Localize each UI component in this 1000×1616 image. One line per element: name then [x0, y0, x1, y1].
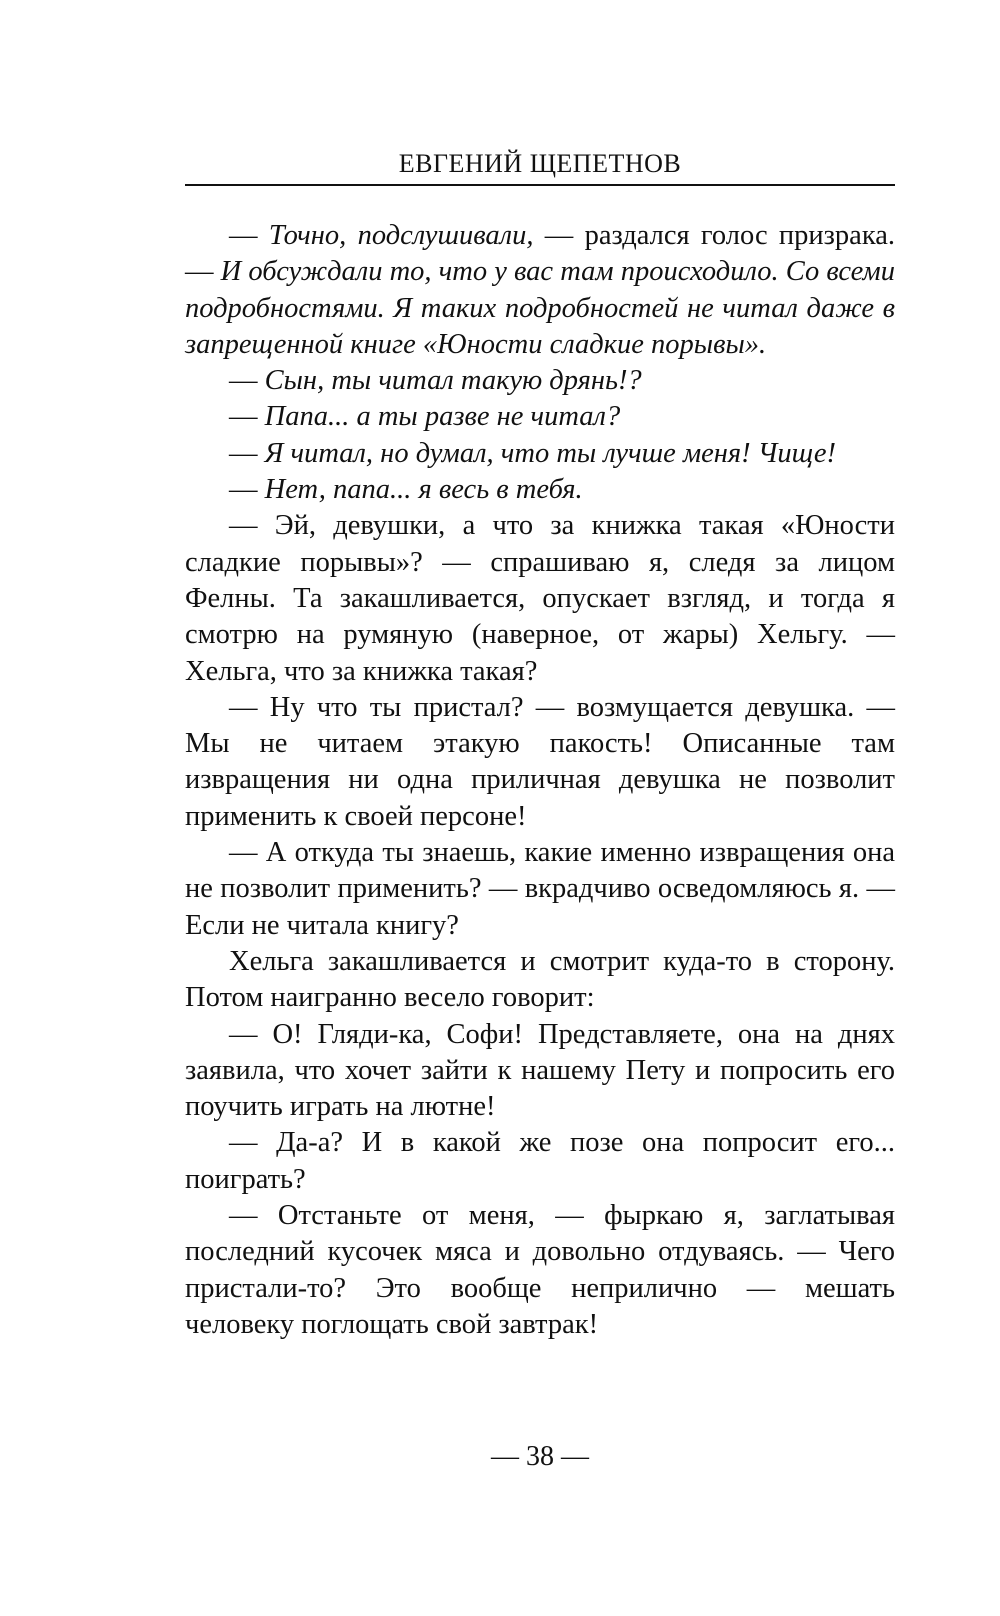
narration: — раздался голос призрака. — — [185, 220, 896, 288]
paragraph-9: Хельга закашливается и смотрит куда-то в сторону. Потом наигранно весело говорит: — [185, 945, 895, 1014]
ghost-speech-italic: Нет, папа... я весь в тебя. — [264, 474, 583, 506]
ghost-speech-italic: Сын, ты читал такую дрянь!? — [264, 365, 642, 397]
dash: — — [229, 220, 269, 251]
running-header-author: ЕВГЕНИЙ ЩЕПЕТНОВ — [398, 149, 682, 178]
paragraph-2 — [185, 363, 895, 399]
paragraph-11: — Да-а? И в какой же позе она попросит его... поиграть? — [185, 1127, 895, 1195]
dash: — — [229, 401, 265, 433]
ghost-speech-italic: И обсуждали то, что у вас там происходило. Со всеми подробностями. Я таких подробностей не читал даже в запрещенной книге «Юности сладкие порывы». — [185, 256, 895, 360]
paragraph-8: — А откуда ты знаешь, какие именно извращения она не позволит применить? — вкрадчиво осведомляюсь я. — Если не читала книгу? — [185, 837, 895, 941]
paragraph-5 — [185, 472, 895, 508]
paragraph-7: — Ну что ты пристал? — возмущается девушка. — Мы не читаем этакую пакость! Описанные там извращения ни одна приличная девушка не позволит применить к своей персоне! — [185, 691, 895, 832]
dash: — — [229, 474, 265, 506]
dash: — — [229, 437, 265, 469]
paragraph-1 — [185, 218, 895, 363]
page-number: — 38 — — [491, 1441, 589, 1472]
header-rule — [185, 184, 895, 186]
paragraph-4 — [185, 436, 895, 472]
page-body-text — [185, 218, 895, 1343]
paragraph-10: — О! Гляди-ка, Софи! Представляете, она на днях заявила, что хочет зайти к нашему Пету и попросить его поучить играть на лютне! — [185, 1018, 895, 1123]
paragraph-6: — Эй, девушки, а что за книжка такая «Юности сладкие порывы»? — спрашиваю я, следя за лицом Фелны. Та закашливается, опускает взгляд, и тогда я смотрю на румяную (наверное, от жары) Хельгу. — Хельга, что за книжка такая? — [185, 510, 895, 687]
paragraph-3 — [185, 399, 895, 435]
ghost-speech-italic: Точно, подслушивали, — [268, 220, 534, 251]
ghost-speech-italic: Папа... а ты разве не читал? — [264, 401, 621, 433]
ghost-speech-italic: Я читал, но думал, что ты лучше меня! Чище! — [264, 437, 837, 469]
dash: — — [229, 365, 265, 397]
paragraph-12: — Отстаньте от меня, — фыркаю я, заглатывая последний кусочек мяса и довольно отдуваясь. — Чего пристали-то? Это вообще неприлично — мешать человеку поглощать свой завтрак! — [185, 1200, 895, 1340]
